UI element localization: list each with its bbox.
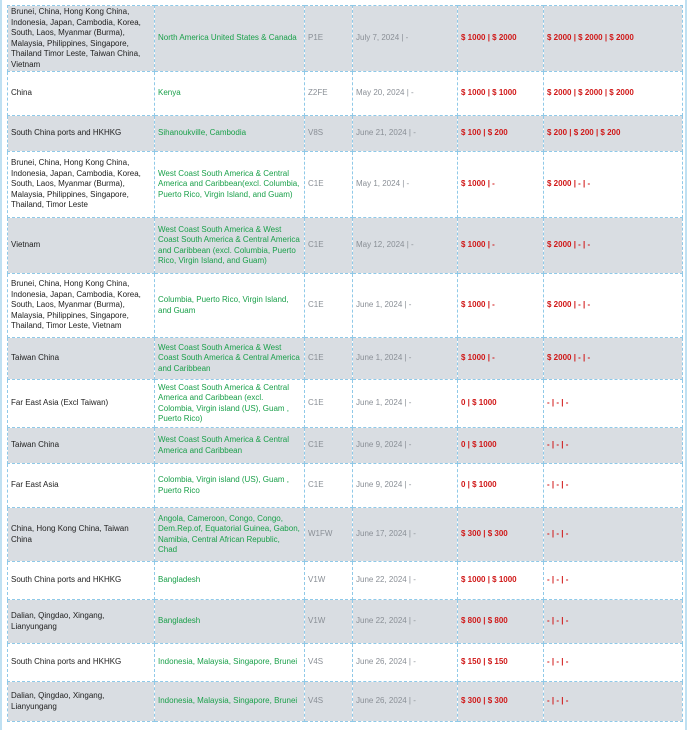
rate-cell: 0 | $ 1000 bbox=[458, 428, 544, 464]
rate-detail-cell: - | - | - bbox=[544, 562, 683, 600]
effective-date-cell: June 26, 2024 | - bbox=[353, 682, 458, 722]
origin-cell: South China ports and HKHKG bbox=[8, 116, 155, 152]
service-code-cell: Z2FE bbox=[305, 72, 353, 116]
effective-date-cell: June 22, 2024 | - bbox=[353, 600, 458, 644]
rate-detail-cell: - | - | - bbox=[544, 508, 683, 562]
rate-cell: $ 1000 | - bbox=[458, 152, 544, 218]
origin-cell: Brunei, China, Hong Kong China, Indonesia, Japan, Cambodia, Korea, South, Laos, Myanmar (Burma), Malaysia, Philippines, Singapore, Thailand Timor Leste, Taiwan China, Vietnam bbox=[8, 6, 155, 72]
origin-cell: Dalian, Qingdao, Xingang, Lianyungang bbox=[8, 600, 155, 644]
destination-cell: West Coast South America & Central America and Caribbean (excl. Colombia, Virgin island (US), Guam , Puerto Rico) bbox=[155, 380, 305, 428]
rate-cell: $ 1000 | $ 1000 bbox=[458, 72, 544, 116]
destination-cell: West Coast South America & West Coast South America & Central America and Caribbean bbox=[155, 338, 305, 380]
origin-cell: Far East Asia (Excl Taiwan) bbox=[8, 380, 155, 428]
destination-cell: West Coast South America & Central America and Caribbean bbox=[155, 428, 305, 464]
service-code-cell: C1E bbox=[305, 274, 353, 338]
service-code-cell: V1W bbox=[305, 600, 353, 644]
rate-detail-cell: $ 2000 | - | - bbox=[544, 218, 683, 274]
rate-cell: $ 300 | $ 300 bbox=[458, 682, 544, 722]
table-row bbox=[8, 600, 683, 644]
table-row bbox=[8, 6, 683, 72]
destination-cell: Indonesia, Malaysia, Singapore, Brunei bbox=[155, 644, 305, 682]
table-row bbox=[8, 562, 683, 600]
table-row bbox=[8, 338, 683, 380]
service-code-cell: C1E bbox=[305, 464, 353, 508]
destination-cell: Bangladesh bbox=[155, 562, 305, 600]
table-row bbox=[8, 682, 683, 722]
origin-cell: Far East Asia bbox=[8, 464, 155, 508]
surcharge-table bbox=[7, 5, 683, 722]
service-code-cell: C1E bbox=[305, 152, 353, 218]
origin-cell: Brunei, China, Hong Kong China, Indonesia, Japan, Cambodia, Korea, South, Laos, Myanmar (Burma), Malaysia, Philippines, Singapore, Thailand, Timor Leste, Vietnam bbox=[8, 274, 155, 338]
rate-cell: $ 100 | $ 200 bbox=[458, 116, 544, 152]
destination-cell: Angola, Cameroon, Congo, Congo, Dem.Rep.of, Equatorial Guinea, Gabon, Namibia, Central African Republic, Chad bbox=[155, 508, 305, 562]
origin-cell: Brunei, China, Hong Kong China, Indonesia, Japan, Cambodia, Korea, South, Laos, Myanmar (Burma), Malaysia, Philippines, Singapore, Thailand, Timor Leste bbox=[8, 152, 155, 218]
table-row bbox=[8, 152, 683, 218]
service-code-cell: C1E bbox=[305, 428, 353, 464]
service-code-cell: W1FW bbox=[305, 508, 353, 562]
rate-cell: $ 150 | $ 150 bbox=[458, 644, 544, 682]
rate-detail-cell: $ 2000 | $ 2000 | $ 2000 bbox=[544, 6, 683, 72]
origin-cell: Dalian, Qingdao, Xingang, Lianyungang bbox=[8, 682, 155, 722]
table-row bbox=[8, 72, 683, 116]
destination-cell: Sihanoukville, Cambodia bbox=[155, 116, 305, 152]
destination-cell: North America United States & Canada bbox=[155, 6, 305, 72]
table-row bbox=[8, 116, 683, 152]
origin-cell: China, Hong Kong China, Taiwan China bbox=[8, 508, 155, 562]
effective-date-cell: May 20, 2024 | - bbox=[353, 72, 458, 116]
rate-cell: $ 300 | $ 300 bbox=[458, 508, 544, 562]
rate-detail-cell: $ 2000 | $ 2000 | $ 2000 bbox=[544, 72, 683, 116]
destination-cell: West Coast South America & Central America and Caribbean(excl. Columbia, Puerto Rico, Virgin Island, and Guam) bbox=[155, 152, 305, 218]
service-code-cell: P1E bbox=[305, 6, 353, 72]
destination-cell: Colombia, Virgin island (US), Guam , Puerto Rico bbox=[155, 464, 305, 508]
destination-cell: Bangladesh bbox=[155, 600, 305, 644]
table-row bbox=[8, 274, 683, 338]
rate-detail-cell: $ 2000 | - | - bbox=[544, 274, 683, 338]
origin-cell: South China ports and HKHKG bbox=[8, 562, 155, 600]
effective-date-cell: June 17, 2024 | - bbox=[353, 508, 458, 562]
service-code-cell: C1E bbox=[305, 218, 353, 274]
table-row bbox=[8, 380, 683, 428]
effective-date-cell: June 1, 2024 | - bbox=[353, 274, 458, 338]
service-code-cell: V8S bbox=[305, 116, 353, 152]
effective-date-cell: June 1, 2024 | - bbox=[353, 338, 458, 380]
rate-detail-cell: - | - | - bbox=[544, 380, 683, 428]
rate-cell: $ 1000 | - bbox=[458, 338, 544, 380]
table-row bbox=[8, 218, 683, 274]
rate-cell: $ 1000 | - bbox=[458, 218, 544, 274]
destination-cell: Kenya bbox=[155, 72, 305, 116]
rate-cell: 0 | $ 1000 bbox=[458, 464, 544, 508]
table-row bbox=[8, 464, 683, 508]
effective-date-cell: June 9, 2024 | - bbox=[353, 428, 458, 464]
origin-cell: China bbox=[8, 72, 155, 116]
rate-detail-cell: - | - | - bbox=[544, 644, 683, 682]
effective-date-cell: May 1, 2024 | - bbox=[353, 152, 458, 218]
rate-cell: $ 800 | $ 800 bbox=[458, 600, 544, 644]
origin-cell: Taiwan China bbox=[8, 338, 155, 380]
origin-cell: Taiwan China bbox=[8, 428, 155, 464]
destination-cell: West Coast South America & West Coast South America & Central America and Caribbean (excl. Columbia, Puerto Rico, Virgin Island, and Guam) bbox=[155, 218, 305, 274]
destination-cell: Columbia, Puerto Rico, Virgin Island, and Guam bbox=[155, 274, 305, 338]
rate-cell: $ 1000 | $ 2000 bbox=[458, 6, 544, 72]
origin-cell: Vietnam bbox=[8, 218, 155, 274]
service-code-cell: C1E bbox=[305, 338, 353, 380]
table-body bbox=[8, 6, 683, 722]
effective-date-cell: June 26, 2024 | - bbox=[353, 644, 458, 682]
rate-detail-cell: - | - | - bbox=[544, 682, 683, 722]
rate-cell: $ 1000 | - bbox=[458, 274, 544, 338]
service-code-cell: C1E bbox=[305, 380, 353, 428]
table-row bbox=[8, 644, 683, 682]
destination-cell: Indonesia, Malaysia, Singapore, Brunei bbox=[155, 682, 305, 722]
origin-cell: South China ports and HKHKG bbox=[8, 644, 155, 682]
service-code-cell: V4S bbox=[305, 644, 353, 682]
effective-date-cell: June 1, 2024 | - bbox=[353, 380, 458, 428]
effective-date-cell: June 9, 2024 | - bbox=[353, 464, 458, 508]
table-row bbox=[8, 508, 683, 562]
rate-cell: $ 1000 | $ 1000 bbox=[458, 562, 544, 600]
rate-cell: 0 | $ 1000 bbox=[458, 380, 544, 428]
table-row bbox=[8, 428, 683, 464]
rate-detail-cell: - | - | - bbox=[544, 428, 683, 464]
effective-date-cell: June 22, 2024 | - bbox=[353, 562, 458, 600]
rate-detail-cell: $ 200 | $ 200 | $ 200 bbox=[544, 116, 683, 152]
rate-detail-cell: $ 2000 | - | - bbox=[544, 338, 683, 380]
effective-date-cell: July 7, 2024 | - bbox=[353, 6, 458, 72]
effective-date-cell: June 21, 2024 | - bbox=[353, 116, 458, 152]
service-code-cell: V1W bbox=[305, 562, 353, 600]
rate-detail-cell: - | - | - bbox=[544, 600, 683, 644]
service-code-cell: V4S bbox=[305, 682, 353, 722]
rate-detail-cell: $ 2000 | - | - bbox=[544, 152, 683, 218]
effective-date-cell: May 12, 2024 | - bbox=[353, 218, 458, 274]
rate-detail-cell: - | - | - bbox=[544, 464, 683, 508]
